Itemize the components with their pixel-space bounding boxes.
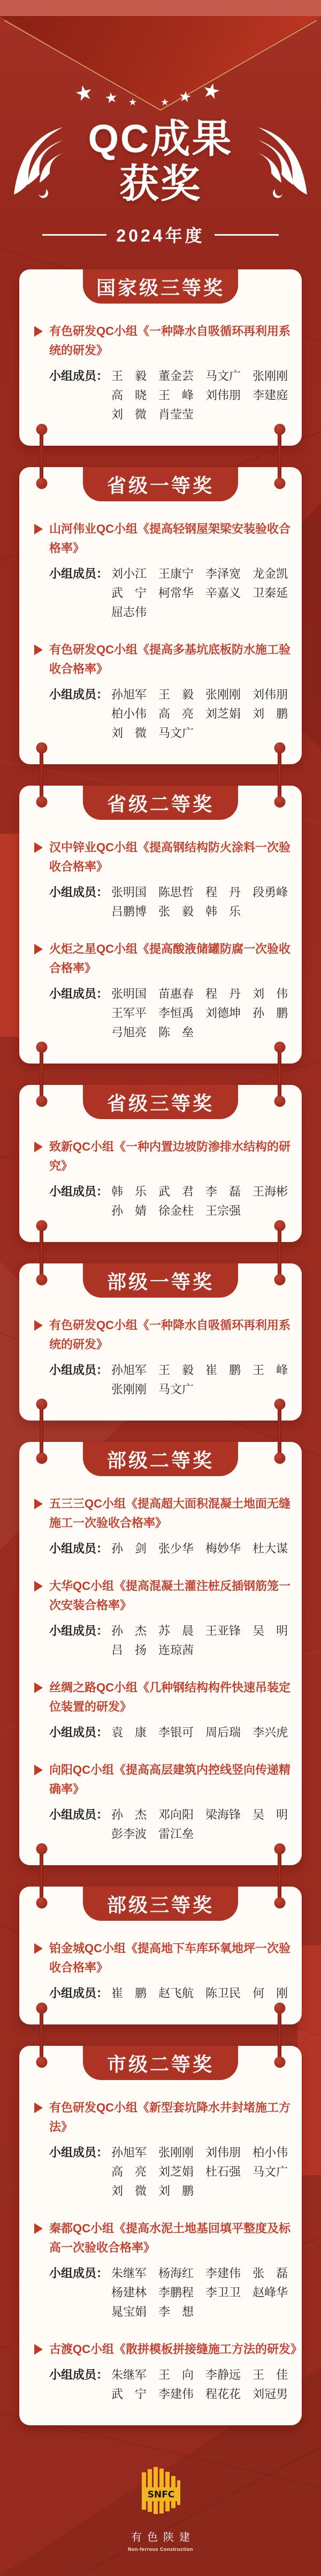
member-name: 武 宁 xyxy=(111,586,147,600)
member-name: 孙 婧 xyxy=(111,1204,147,1217)
member-line xyxy=(111,1361,288,1380)
member-name: 龙金凯 xyxy=(253,567,288,580)
item-title: 有色研发QC小组《一种降水自吸循环再利用系统的研发》 xyxy=(49,1318,291,1351)
footer xyxy=(0,2416,321,2576)
member-line xyxy=(111,603,288,622)
member-line xyxy=(111,564,288,584)
year-row xyxy=(0,222,321,247)
member-line xyxy=(111,704,288,724)
member-name: 朱继军 xyxy=(111,2368,147,2381)
member-name: 彭李波 xyxy=(111,1827,147,1841)
header-banner xyxy=(0,0,321,269)
connector-rod xyxy=(278,747,281,803)
member-name: 李 想 xyxy=(158,2305,194,2318)
award-item xyxy=(19,640,302,743)
member-lines xyxy=(111,564,288,622)
member-name: 苏 晨 xyxy=(158,1624,194,1638)
item-title: 秦都QC小组《提高水泥土地基回填平整度及标高一次验收合格率》 xyxy=(49,2222,291,2254)
member-name: 柏小伟 xyxy=(253,2146,288,2159)
member-lines xyxy=(111,1805,288,1844)
members-label: 小组成员： xyxy=(49,567,109,580)
award-section-card xyxy=(19,1887,302,2024)
member-name: 雷江垒 xyxy=(158,1827,194,1841)
award-section-card xyxy=(19,1263,302,1421)
member-name: 李 磊 xyxy=(205,1185,241,1198)
member-name: 刘 微 xyxy=(111,2184,147,2198)
members-row xyxy=(49,685,301,743)
member-name: 张 毅 xyxy=(158,905,194,918)
member-name: 王 峰 xyxy=(253,1363,288,1377)
members-row xyxy=(49,367,301,424)
member-name: 杨建林 xyxy=(111,2286,147,2299)
member-name: 李建伟 xyxy=(158,2387,194,2401)
member-name: 何 刚 xyxy=(253,1987,288,2000)
member-line xyxy=(111,2182,288,2201)
member-name: 梅妙华 xyxy=(205,1542,241,1555)
year-divider-line xyxy=(42,234,106,236)
member-line xyxy=(111,1805,288,1825)
item-bullet-icon xyxy=(34,1765,43,1775)
members-row xyxy=(49,1621,301,1660)
connector-rod xyxy=(278,1225,281,1281)
member-name: 连琼茜 xyxy=(158,1643,194,1657)
member-name: 朱继军 xyxy=(111,2267,147,2280)
member-name: 刘伟朋 xyxy=(205,389,241,402)
member-name: 王康宁 xyxy=(158,567,194,580)
member-name: 王宗强 xyxy=(205,1204,241,1217)
member-name: 李静远 xyxy=(205,2368,241,2381)
member-name: 程 丹 xyxy=(205,886,241,899)
members-row xyxy=(49,2365,301,2404)
member-name: 王 佳 xyxy=(253,2368,288,2381)
member-lines xyxy=(111,367,288,424)
member-line xyxy=(111,584,288,603)
item-title: 致新QC小组《一种内置边坡防渗排水结构的研究》 xyxy=(49,1140,291,1173)
member-name: 高 亮 xyxy=(158,707,194,720)
connector-rod xyxy=(40,1046,43,1102)
item-bullet-icon xyxy=(34,1142,43,1152)
member-name: 屈志伟 xyxy=(111,606,147,619)
connector-rod xyxy=(40,1848,43,1904)
logo-name-cn: 有色陕建 xyxy=(131,2532,195,2543)
connector-rod xyxy=(278,1046,281,1102)
member-name: 孙旭军 xyxy=(111,688,147,701)
member-name: 崔 鹏 xyxy=(205,1363,241,1377)
connector-rod xyxy=(40,747,43,803)
award-section-card xyxy=(19,1442,302,1865)
item-title: 五三三QC小组《提高超大面积混凝土地面无缝施工一次验收合格率》 xyxy=(49,1497,291,1530)
members-label: 小组成员： xyxy=(49,2267,109,2280)
member-name: 张刚刚 xyxy=(158,2146,194,2159)
member-name: 王 毅 xyxy=(111,369,147,383)
award-item xyxy=(19,1760,302,1844)
member-lines xyxy=(111,2264,288,2322)
member-line xyxy=(111,1539,288,1558)
year-label: 2024年度 xyxy=(116,226,205,245)
award-item xyxy=(19,322,302,424)
poster-title-line2: 获奖 xyxy=(119,161,202,206)
card-connector xyxy=(0,446,321,467)
member-name: 孙 杰 xyxy=(111,1808,147,1821)
member-lines xyxy=(111,1539,288,1558)
member-name: 孙旭军 xyxy=(111,2146,147,2159)
member-line xyxy=(111,685,288,704)
card-connector xyxy=(0,2024,321,2046)
award-item xyxy=(19,1939,302,2003)
member-name: 李兴虎 xyxy=(253,1726,288,1739)
member-name: 刘小江 xyxy=(111,567,147,580)
member-name: 王 毅 xyxy=(158,688,194,701)
member-name: 程花花 xyxy=(205,2387,241,2401)
member-name: 杜石强 xyxy=(205,2165,241,2178)
member-line xyxy=(111,724,288,743)
member-name: 刘伟朋 xyxy=(253,688,288,701)
member-name: 高 晓 xyxy=(111,389,147,402)
member-line xyxy=(111,1641,288,1660)
item-bullet-icon xyxy=(34,645,43,655)
connector-rod xyxy=(40,1225,43,1281)
member-name: 马文广 xyxy=(158,1383,194,1396)
members-row xyxy=(49,1805,301,1844)
member-name: 王亚锋 xyxy=(205,1624,241,1638)
member-line xyxy=(111,1201,288,1221)
logo-name-en: Non-ferrous Construction xyxy=(128,2547,193,2552)
member-name: 张明国 xyxy=(111,987,147,1000)
member-name: 刘冠男 xyxy=(253,2387,288,2401)
members-row xyxy=(49,1723,301,1742)
item-title: 汉中锌业QC小组《提高钢结构防火涂料一次验收合格率》 xyxy=(49,841,291,873)
member-line xyxy=(111,1825,288,1844)
item-bullet-icon xyxy=(34,842,43,853)
members-label: 小组成员： xyxy=(49,1624,109,1638)
year-divider-line xyxy=(215,234,279,236)
section-level-pill: 部级三等奖 xyxy=(83,1887,238,1921)
member-name: 弓旭亮 xyxy=(111,1026,147,1039)
award-item xyxy=(19,1137,302,1221)
members-label: 小组成员： xyxy=(49,1185,109,1198)
member-name: 刘 鹏 xyxy=(253,707,288,720)
member-name: 武 君 xyxy=(158,1185,194,1198)
item-bullet-icon xyxy=(34,1682,43,1693)
member-name: 马文广 xyxy=(253,2165,288,2178)
member-lines xyxy=(111,1182,288,1221)
item-bullet-icon xyxy=(34,2344,43,2355)
member-line xyxy=(111,405,288,424)
member-name: 李泽宽 xyxy=(205,567,241,580)
member-lines xyxy=(111,1723,288,1742)
member-line xyxy=(111,2385,288,2404)
member-name: 吴 明 xyxy=(253,1808,288,1821)
card-connector xyxy=(0,1064,321,1085)
member-name: 李银可 xyxy=(158,1726,194,1739)
award-section-card xyxy=(19,467,302,764)
member-name: 张 磊 xyxy=(253,2267,288,2280)
member-line xyxy=(111,1004,288,1023)
item-bullet-icon xyxy=(34,326,43,337)
member-name: 吴 明 xyxy=(253,1624,288,1638)
item-title: 有色研发QC小组《新型套坑降水井封堵施工方法》 xyxy=(49,2101,291,2133)
award-item xyxy=(19,940,302,1042)
member-lines xyxy=(111,2143,288,2201)
connector-rod xyxy=(278,429,281,484)
members-label: 小组成员： xyxy=(49,1542,109,1555)
member-name: 卫秦延 xyxy=(253,586,288,600)
logo-acronym: SNFC xyxy=(147,2489,175,2500)
members-label: 小组成员： xyxy=(49,2368,109,2381)
member-name: 崔 鹏 xyxy=(111,1987,147,2000)
item-bullet-icon xyxy=(34,1499,43,1509)
member-name: 刘 伟 xyxy=(253,987,288,1000)
member-line xyxy=(111,2143,288,2162)
award-section-card xyxy=(19,1085,302,1242)
card-connector xyxy=(0,1242,321,1263)
section-level-pill: 市级二等奖 xyxy=(83,2046,238,2080)
members-row xyxy=(49,2264,301,2322)
member-name: 孙 剑 xyxy=(111,1542,147,1555)
member-name: 邓向阳 xyxy=(158,1808,194,1821)
connector-rod xyxy=(278,1403,281,1459)
star-icon xyxy=(128,97,137,107)
member-line xyxy=(111,883,288,902)
item-bullet-icon xyxy=(34,1581,43,1592)
member-line xyxy=(111,902,288,921)
award-item xyxy=(19,838,302,921)
member-line xyxy=(111,2365,288,2385)
award-section-card xyxy=(19,269,302,446)
member-line xyxy=(111,367,288,386)
member-name: 刘芝娟 xyxy=(158,2165,194,2178)
award-item xyxy=(19,1678,302,1742)
card-connector xyxy=(0,764,321,786)
member-name: 孙 杰 xyxy=(111,1624,147,1638)
card-connector xyxy=(0,1865,321,1887)
members-label: 小组成员： xyxy=(49,1726,109,1739)
member-name: 陈思哲 xyxy=(158,886,194,899)
section-level-pill: 部级一等奖 xyxy=(83,1263,238,1298)
member-name: 刘 鹏 xyxy=(158,2184,194,2198)
members-row xyxy=(49,984,301,1042)
member-line xyxy=(111,386,288,405)
member-name: 孙 鹏 xyxy=(253,1006,288,1020)
member-lines xyxy=(111,984,288,1042)
award-item xyxy=(19,1316,302,1399)
header-top-strip xyxy=(0,0,321,16)
poster-title-line1: QC成果 xyxy=(88,117,233,161)
connector-rod xyxy=(278,2007,281,2063)
member-name: 张明国 xyxy=(111,886,147,899)
member-line xyxy=(111,1023,288,1042)
member-name: 李建庭 xyxy=(253,389,288,402)
award-item xyxy=(19,1577,302,1660)
star-icon xyxy=(104,90,119,106)
member-line xyxy=(111,2264,288,2283)
member-name: 武 宁 xyxy=(111,2387,147,2401)
member-name: 刘德坤 xyxy=(205,1006,241,1020)
item-bullet-icon xyxy=(34,524,43,534)
members-row xyxy=(49,1182,301,1221)
members-row xyxy=(49,2143,301,2201)
member-name: 杜大谋 xyxy=(253,1542,288,1555)
member-name: 段勇峰 xyxy=(253,886,288,899)
members-row xyxy=(49,1984,301,2003)
member-name: 董金芸 xyxy=(158,369,194,383)
member-name: 李卫卫 xyxy=(205,2286,241,2299)
members-label: 小组成员： xyxy=(49,1363,109,1377)
award-item xyxy=(19,1494,302,1558)
member-name: 刘芝娟 xyxy=(205,707,241,720)
award-item xyxy=(19,2219,302,2322)
member-name: 吕 扬 xyxy=(111,1643,147,1657)
member-name: 王 向 xyxy=(158,2368,194,2381)
member-name: 张刚刚 xyxy=(205,688,241,701)
member-lines xyxy=(111,1621,288,1660)
item-title: 丝绸之路QC小组《几种钢结构构件快速吊装定位装置的研发》 xyxy=(49,1681,291,1713)
members-label: 小组成员： xyxy=(49,1808,109,1821)
member-line xyxy=(111,1984,288,2003)
member-name: 王军平 xyxy=(111,1006,147,1020)
members-row xyxy=(49,564,301,622)
member-name: 王 毅 xyxy=(158,1363,194,1377)
connector-rod xyxy=(278,1848,281,1904)
member-line xyxy=(111,1621,288,1641)
item-title: 火炬之星QC小组《提高酸液储罐防腐一次验收合格率》 xyxy=(49,942,291,975)
member-line xyxy=(111,1182,288,1201)
members-row xyxy=(49,1539,301,1558)
member-name: 韩 乐 xyxy=(205,905,241,918)
member-name: 苗惠春 xyxy=(158,987,194,1000)
member-name: 袁 康 xyxy=(111,1726,147,1739)
member-name: 程 丹 xyxy=(205,987,241,1000)
member-name: 柏小伟 xyxy=(111,707,147,720)
member-line xyxy=(111,1723,288,1742)
member-lines xyxy=(111,883,288,921)
member-name: 张刚刚 xyxy=(111,1383,147,1396)
section-level-pill: 省级一等奖 xyxy=(83,467,238,501)
section-level-pill: 国家级三等奖 xyxy=(83,269,238,304)
item-bullet-icon xyxy=(34,1943,43,1954)
company-logo xyxy=(140,2467,181,2518)
member-name: 肖莹莹 xyxy=(158,408,194,421)
member-name: 张少华 xyxy=(158,1542,194,1555)
members-label: 小组成员： xyxy=(49,688,109,701)
item-title: 有色研发QC小组《一种降水自吸循环再利用系统的研发》 xyxy=(49,324,291,357)
members-label: 小组成员： xyxy=(49,987,109,1000)
item-title: 铂金城QC小组《提高地下车库环氧地坪一次验收合格率》 xyxy=(49,1942,291,1974)
member-line xyxy=(111,2283,288,2302)
connector-rod xyxy=(40,1403,43,1459)
star-icon xyxy=(178,89,193,105)
item-bullet-icon xyxy=(34,2223,43,2234)
member-name: 王 峰 xyxy=(158,389,194,402)
section-level-pill: 省级二等奖 xyxy=(83,786,238,820)
item-title: 山河伟业QC小组《提高轻钢屋架梁安装验收合格率》 xyxy=(49,522,291,555)
member-name: 张刚刚 xyxy=(253,369,288,383)
connector-rod xyxy=(40,2007,43,2063)
star-icon xyxy=(160,97,169,107)
section-level-pill: 部级二等奖 xyxy=(83,1442,238,1476)
member-name: 李鹏程 xyxy=(158,2286,194,2299)
member-name: 赵峰华 xyxy=(253,2286,288,2299)
members-row xyxy=(49,1361,301,1399)
member-name: 马文广 xyxy=(205,369,241,383)
item-bullet-icon xyxy=(34,1320,43,1331)
member-line xyxy=(111,2302,288,2322)
member-lines xyxy=(111,1361,288,1399)
item-title: 有色研发QC小组《提高多基坑底板防水施工验收合格率》 xyxy=(49,643,291,676)
section-level-pill: 省级三等奖 xyxy=(83,1085,238,1119)
member-name: 陈 垒 xyxy=(158,1026,194,1039)
member-line xyxy=(111,2162,288,2182)
member-name: 辛嘉义 xyxy=(205,586,241,600)
card-connector xyxy=(0,1421,321,1442)
member-name: 徐金柱 xyxy=(158,1204,194,1217)
item-title: 大华QC小组《提高混凝土灌注桩反插钢筋笼一次安装合格率》 xyxy=(49,1579,291,1612)
member-line xyxy=(111,1380,288,1399)
member-name: 孙旭军 xyxy=(111,1363,147,1377)
members-label: 小组成员： xyxy=(49,886,109,899)
members-label: 小组成员： xyxy=(49,2146,109,2159)
member-name: 刘 微 xyxy=(111,726,147,740)
member-lines xyxy=(111,1984,288,2003)
member-name: 陈卫民 xyxy=(205,1987,241,2000)
item-title: 向阳QC小组《提高高层建筑内控线竖向传递精确率》 xyxy=(49,1763,291,1796)
connector-rod xyxy=(40,429,43,484)
member-name: 李恒禹 xyxy=(158,1006,194,1020)
member-lines xyxy=(111,2365,288,2404)
item-bullet-icon xyxy=(34,2102,43,2113)
member-name: 柯常华 xyxy=(158,586,194,600)
member-name: 王海彬 xyxy=(253,1185,288,1198)
member-name: 周后瑞 xyxy=(205,1726,241,1739)
member-name: 李建伟 xyxy=(205,2267,241,2280)
item-bullet-icon xyxy=(34,944,43,955)
member-name: 马文广 xyxy=(158,726,194,740)
award-sections xyxy=(0,269,321,2425)
member-name: 韩 乐 xyxy=(111,1185,147,1198)
award-section-card xyxy=(19,786,302,1064)
members-label: 小组成员： xyxy=(49,369,109,383)
member-name: 吕鹏博 xyxy=(111,905,147,918)
member-name: 晁宝娟 xyxy=(111,2305,147,2318)
members-row xyxy=(49,883,301,921)
poster-title xyxy=(0,117,321,206)
award-item xyxy=(19,519,302,622)
member-name: 高 亮 xyxy=(111,2165,147,2178)
award-item xyxy=(19,2098,302,2201)
members-label: 小组成员： xyxy=(49,1987,109,2000)
member-lines xyxy=(111,685,288,743)
member-name: 刘伟朋 xyxy=(205,2146,241,2159)
award-section-card xyxy=(19,2046,302,2425)
member-name: 赵飞航 xyxy=(158,1987,194,2000)
member-line xyxy=(111,984,288,1004)
member-name: 刘 微 xyxy=(111,408,147,421)
award-item xyxy=(19,2340,302,2404)
member-name: 梁海锋 xyxy=(205,1808,241,1821)
item-title: 古渡QC小组《散拼模板拼接缝施工方法的研发》 xyxy=(49,2342,303,2356)
member-name: 杨海红 xyxy=(158,2267,194,2280)
